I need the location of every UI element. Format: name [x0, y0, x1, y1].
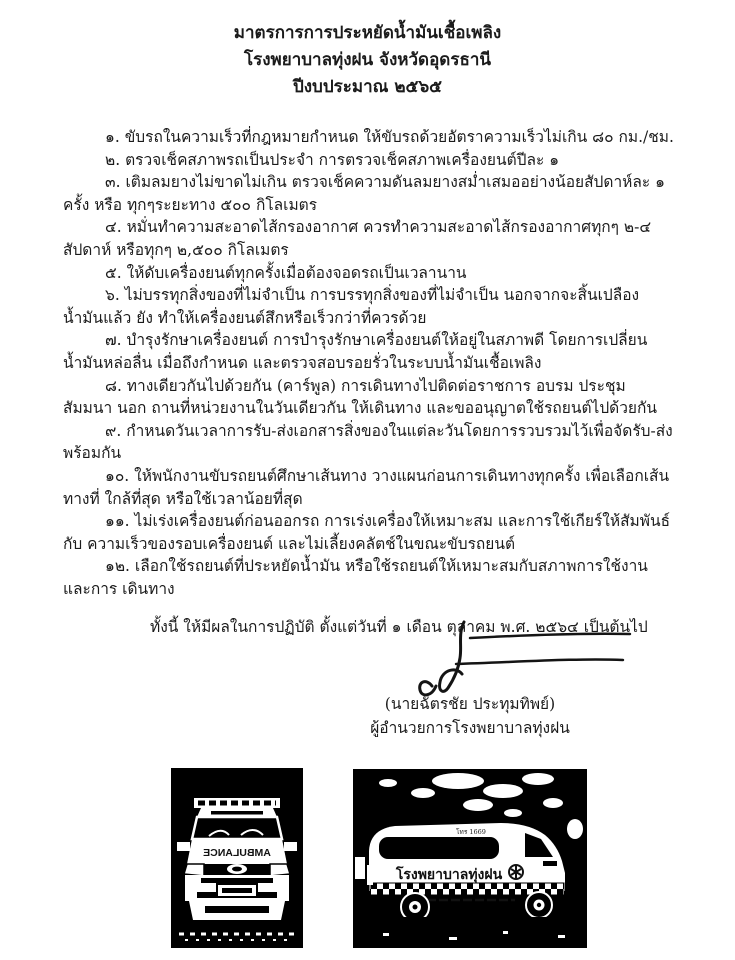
- measure-item-6: ๖. ไม่บรรทุกสิ่งของที่ไม่จำเป็น การบรรทุกสิ่งของที่ไม่จำเป็น นอกจากจะสิ้นเปลืองน้ำมันแล้ว ยัง ทำให้เครื่องยนต์สึกหรือเร็วกว่าที่ควรด้วย: [63, 286, 640, 327]
- signatory-position: ผู้อำนวยการโรงพยาบาลทุ่งฝน: [370, 719, 570, 737]
- headlight-right: [270, 864, 290, 876]
- van-hospital-name-text: โรงพยาบาลทุ่งฝน: [395, 867, 503, 883]
- lower-intake: [205, 906, 269, 913]
- measure-item-8: ๘. ทางเดียวกันไปด้วยกัน (คาร์พูล) การเดินทางไปติดต่อราชการ อบรม ประชุม สัมมนา นอก ถานที่หน่วยงานในวันเดียวกัน ให้เดินทาง และขออนุญาตใช้รถยนต์ไปด้วยกัน: [63, 376, 657, 418]
- effective-date-statement: ทั้งนี้ ให้มีผลในการปฏิบัติ ตั้งแต่วันที่ ๑ เดือน ตุลาคม พ.ศ. ๒๕๖๔ เป็นต้นไป: [150, 617, 648, 636]
- ground-shadow: [369, 917, 565, 925]
- star-of-life-emblem: [509, 865, 523, 879]
- measure-item-12: ๑๒. เลือกใช้รถยนต์ที่ประหยัดน้ำมัน หรือใช้รถยนต์ให้เหมาะสมกับสภาพการใช้งาน และการ เดินทาง: [63, 557, 648, 598]
- signatory-block: [352, 692, 588, 740]
- measure-item-3: ๓. เติมลมยางไม่ขาดไม่เกิน ตรวจเช็คความดันลมยางสม่ำเสมออย่างน้อยสัปดาห์ละ ๑ ครั้ง หรือ ทุกๆระยะทาง ๕๐๐ กิโลเมตร: [63, 173, 665, 214]
- title-line-2: โรงพยาบาลทุ่งฝน จังหวัดอุดรธานี: [243, 50, 491, 70]
- ambulance-side-photo: [353, 769, 587, 948]
- headlight-side: [543, 861, 557, 866]
- signature-stroke-bottom: [456, 659, 623, 664]
- measure-item-5: ๕. ให้ดับเครื่องยนต์ทุกครั้งเมื่อต้องจอดรถเป็นเวลานาน: [105, 263, 467, 282]
- rear-bumper: [367, 865, 373, 885]
- measure-item-9: ๙. กำหนดวันเวลาการรับ-ส่งเอกสารสิ่งของในแต่ละวันโดยการรวบรวมไว้เพื่อจัดรับ-ส่งพร้อมกัน: [63, 421, 673, 463]
- license-plate-text-blur: [222, 888, 252, 893]
- side-mirror-left: [177, 842, 190, 851]
- headlight-left: [184, 864, 204, 876]
- windshield: [192, 817, 282, 839]
- bumper-vent-right: [255, 892, 277, 898]
- title-line-1: มาตรการการประหยัดน้ำมันเชื้อเพลิง: [233, 23, 502, 43]
- signatory-name: (นายฉัตรชัย ประทุมทิพย์): [384, 695, 556, 713]
- document-title: [0, 20, 735, 101]
- measure-item-10: ๑๐. ให้พนักงานขับรถยนต์ศึกษาเส้นทาง วางแผนก่อนการเดินทางทุกครั้ง เพื่อเลือกเส้นทางที่ ใกล้ที่สุด หรือใช้เวลาน้อยที่สุด: [63, 466, 670, 508]
- side-windows: [379, 837, 499, 859]
- maker-emblem-inner: [232, 867, 242, 872]
- measure-item-2: ๒. ตรวจเช็คสภาพรถเป็นประจำ การตรวจเช็คสภาพเครื่องยนต์ปีละ ๑: [105, 150, 560, 169]
- bumper-vent-left: [197, 892, 219, 898]
- signature-mark: [398, 620, 636, 700]
- hood-ambulance-text-mirrored: AMBULANCE: [203, 847, 271, 859]
- measure-item-11: ๑๑. ไม่เร่งเครื่องยนต์ก่อนออกรถ การเร่งเครื่องให้เหมาะสม และการใช้เกียร์ให้สัมพันธ์กับ ความเร็วของรอบเครื่องยนต์ และไม่เลี้ยงคลัตช์ในขณะขับรถยนต์: [63, 512, 671, 553]
- signature-loop: [440, 622, 464, 691]
- front-wheel: [526, 892, 552, 918]
- ambulance-front-photo: [171, 768, 303, 948]
- bumper-vent-top: [201, 878, 273, 883]
- signature-stroke-top: [470, 634, 630, 638]
- side-mirror-right: [284, 842, 297, 851]
- measure-item-1: ๑. ขับรถในความเร็วที่กฎหมายกำหนด ให้ขับรถด้วยอัตราความเร็วไม่เกิน ๘๐ กม./ชม.: [105, 128, 674, 146]
- measures-list: [63, 126, 675, 600]
- measure-item-7: ๗. บำรุงรักษาเครื่องยนต์ การบำรุงรักษาเครื่องยนต์ให้อยู่ในสภาพดี โดยการเปลี่ยนน้ำมันหล่อลื่น เมื่อถึงกำหนด และตรวจสอบรอยรั่วในระบบน้ำมันเชื้อเพลิง: [63, 331, 648, 372]
- rear-wheel: [401, 893, 429, 921]
- title-line-3: ปีงบประมาณ ๒๕๖๕: [292, 77, 443, 97]
- measure-item-4: ๔. หมั่นทำความสะอาดไส้กรองอากาศ ควรทำความสะอาดไส้กรองอากาศทุกๆ ๒-๔ สัปดาห์ หรือทุกๆ ๒,๕๐๐ กิโลเมตร: [63, 218, 652, 259]
- roof-phone-text: โทร 1669: [456, 828, 486, 836]
- roof-text-strip: [211, 811, 263, 815]
